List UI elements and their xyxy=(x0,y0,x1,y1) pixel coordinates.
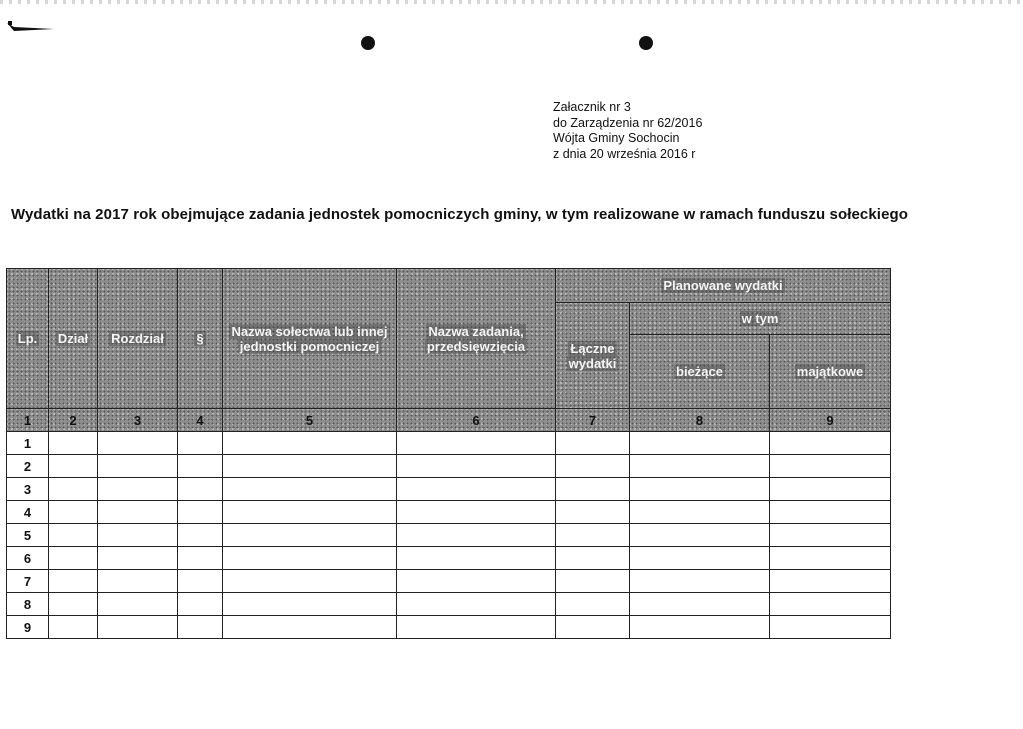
table-cell xyxy=(556,432,630,455)
table-cell xyxy=(556,593,630,616)
column-number: 4 xyxy=(178,409,223,432)
table-cell xyxy=(630,501,770,524)
table-cell xyxy=(556,478,630,501)
table-cell xyxy=(223,524,397,547)
column-number: 5 xyxy=(223,409,397,432)
table-cell xyxy=(556,524,630,547)
table-cell xyxy=(178,478,223,501)
table-row xyxy=(7,593,891,616)
row-number: 9 xyxy=(7,616,49,639)
table-cell xyxy=(49,478,98,501)
annex-line: Załacznik nr 3 xyxy=(553,100,631,114)
table-cell xyxy=(630,616,770,639)
table-cell xyxy=(770,524,891,547)
table-cell xyxy=(178,432,223,455)
table-cell xyxy=(178,524,223,547)
table-cell xyxy=(770,570,891,593)
table-cell xyxy=(223,432,397,455)
header-lp: Lp. xyxy=(7,269,49,409)
punch-hole-icon xyxy=(639,36,653,50)
expenditure-table xyxy=(6,268,891,639)
table-cell xyxy=(630,547,770,570)
table-cell xyxy=(556,570,630,593)
table-row xyxy=(7,547,891,570)
table-row xyxy=(7,455,891,478)
table-cell xyxy=(98,593,178,616)
table-cell xyxy=(223,455,397,478)
table-cell xyxy=(178,501,223,524)
table-row xyxy=(7,432,891,455)
annex-line: Wójta Gminy Sochocin xyxy=(553,131,680,145)
table-cell xyxy=(49,432,98,455)
header-w-tym: w tym xyxy=(630,303,891,335)
header-nazwa-zadania: Nazwa zadania, przedsięwzięcia xyxy=(397,269,556,409)
table-cell xyxy=(223,616,397,639)
table-cell xyxy=(223,593,397,616)
table-cell xyxy=(98,570,178,593)
table-row xyxy=(7,570,891,593)
table-cell xyxy=(98,547,178,570)
document-title: Wydatki na 2017 rok obejmujące zadania jednostek pomocniczych gminy, w tym realizowane w ramach funduszu sołeckiego xyxy=(11,206,909,223)
row-number: 7 xyxy=(7,570,49,593)
table-cell xyxy=(770,455,891,478)
table-cell xyxy=(98,455,178,478)
row-number: 4 xyxy=(7,501,49,524)
table-cell xyxy=(98,524,178,547)
table-cell xyxy=(223,547,397,570)
header-planowane-wydatki: Planowane wydatki xyxy=(556,269,891,303)
column-number-row xyxy=(7,409,891,432)
table-cell xyxy=(630,570,770,593)
header-majatkowe: majątkowe xyxy=(770,335,891,409)
table-cell xyxy=(98,501,178,524)
table-cell xyxy=(556,455,630,478)
table-cell xyxy=(49,501,98,524)
annex-line: do Zarządzenia nr 62/2016 xyxy=(553,115,703,130)
table-cell xyxy=(770,593,891,616)
table-cell xyxy=(397,547,556,570)
table-cell xyxy=(98,432,178,455)
table-cell xyxy=(397,570,556,593)
header-laczne-wydatki: Łączne wydatki xyxy=(556,303,630,409)
header-nazwa-solectwa: Nazwa sołectwa lub innej jednostki pomocniczej xyxy=(223,269,397,409)
row-number: 6 xyxy=(7,547,49,570)
table-cell xyxy=(397,524,556,547)
table-cell xyxy=(49,616,98,639)
header-rozdzial: Rozdział xyxy=(98,269,178,409)
row-number: 2 xyxy=(7,455,49,478)
column-number: 6 xyxy=(397,409,556,432)
table-cell xyxy=(223,570,397,593)
table-row xyxy=(7,616,891,639)
table-cell xyxy=(49,570,98,593)
table-cell xyxy=(397,593,556,616)
scan-mark-icon xyxy=(6,20,56,32)
table-cell xyxy=(223,501,397,524)
table-cell xyxy=(630,432,770,455)
table-cell xyxy=(178,593,223,616)
table-cell xyxy=(49,593,98,616)
table-cell xyxy=(556,616,630,639)
scan-edge-noise xyxy=(0,0,1023,4)
table-cell xyxy=(397,478,556,501)
column-number: 8 xyxy=(630,409,770,432)
table-cell xyxy=(630,455,770,478)
table-cell xyxy=(178,570,223,593)
row-number: 8 xyxy=(7,593,49,616)
table-cell xyxy=(178,547,223,570)
table-cell xyxy=(630,478,770,501)
column-number: 1 xyxy=(7,409,49,432)
header-biezace: bieżące xyxy=(630,335,770,409)
table-cell xyxy=(770,478,891,501)
punch-hole-icon xyxy=(361,36,375,50)
table-cell xyxy=(223,478,397,501)
column-number: 2 xyxy=(49,409,98,432)
table-cell xyxy=(770,501,891,524)
table-cell xyxy=(397,432,556,455)
table-cell xyxy=(556,547,630,570)
row-number: 1 xyxy=(7,432,49,455)
table-cell xyxy=(770,547,891,570)
table-cell xyxy=(770,616,891,639)
column-number: 9 xyxy=(770,409,891,432)
table-row xyxy=(7,501,891,524)
header-paragraf: § xyxy=(178,269,223,409)
table-cell xyxy=(49,547,98,570)
table-cell xyxy=(397,501,556,524)
table-cell xyxy=(49,455,98,478)
table-cell xyxy=(630,524,770,547)
row-number: 5 xyxy=(7,524,49,547)
table-cell xyxy=(178,455,223,478)
table-cell xyxy=(397,616,556,639)
table-cell xyxy=(770,432,891,455)
table-cell xyxy=(98,478,178,501)
table-row xyxy=(7,478,891,501)
table-row xyxy=(7,524,891,547)
column-number: 3 xyxy=(98,409,178,432)
table-cell xyxy=(178,616,223,639)
table-cell xyxy=(556,501,630,524)
header-dzial: Dział xyxy=(49,269,98,409)
table-cell xyxy=(630,593,770,616)
table-cell xyxy=(49,524,98,547)
table-cell xyxy=(397,455,556,478)
table-cell xyxy=(98,616,178,639)
column-number: 7 xyxy=(556,409,630,432)
annex-header xyxy=(553,100,702,162)
annex-line: z dnia 20 września 2016 r xyxy=(553,146,696,161)
row-number: 3 xyxy=(7,478,49,501)
